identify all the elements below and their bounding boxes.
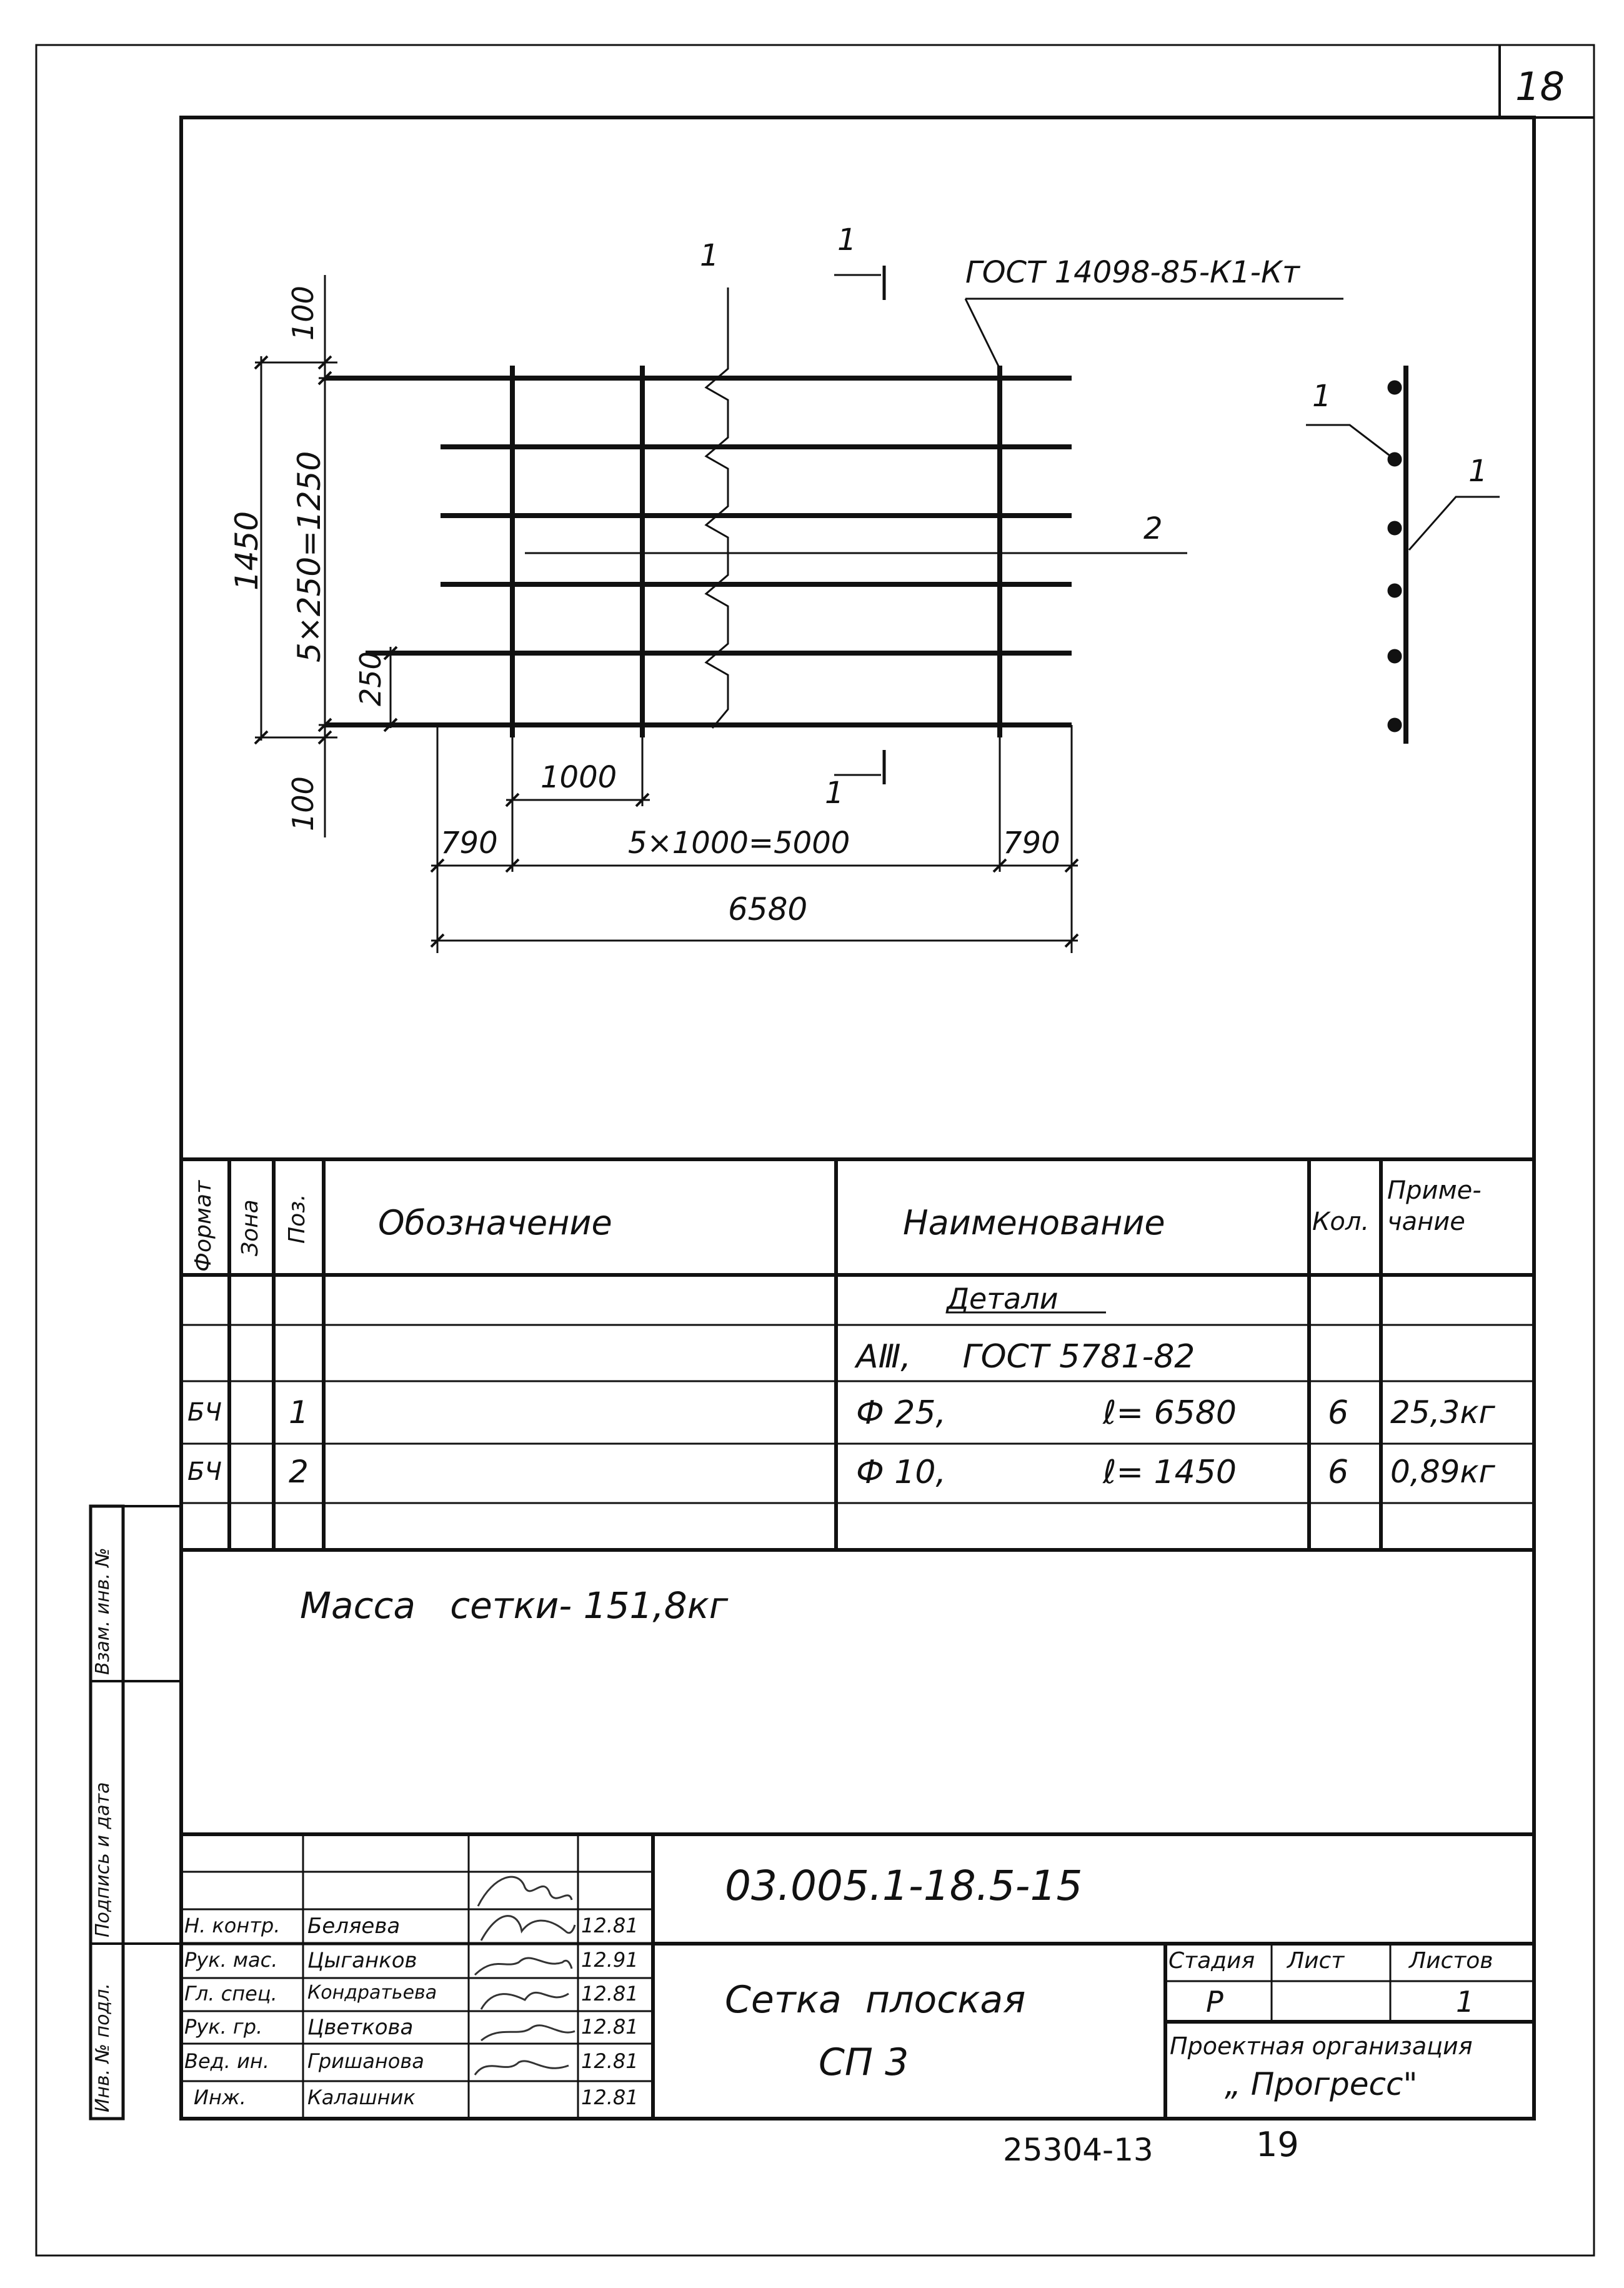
signature <box>475 1958 572 1975</box>
row1-name-left: Ф 25, <box>856 1394 946 1432</box>
row2-name-left: Ф 10, <box>856 1454 946 1491</box>
row2-name-right: ℓ= 1450 <box>1103 1454 1237 1491</box>
header-qty: Кол. <box>1312 1207 1370 1236</box>
dim-100-top: 100 <box>286 286 320 341</box>
leader-1-label: 1 <box>700 238 719 273</box>
sig-role: Вед. ин. <box>184 2049 269 2073</box>
dim-790-left: 790 <box>441 826 498 861</box>
sig-date: 12.91 <box>581 1948 639 1972</box>
section-dot <box>1388 521 1402 535</box>
break-line <box>706 287 728 728</box>
side-podpis-data: Подпись и дата <box>92 1782 114 1937</box>
sig-date: 12.81 <box>581 1982 639 2006</box>
dim-6580: 6580 <box>728 891 808 927</box>
title-line1: Сетка плоская <box>725 1978 1026 2022</box>
row1-qty: 6 <box>1328 1394 1349 1432</box>
archive-number: 25304-13 <box>1003 2132 1153 2168</box>
section-1-1 <box>1306 366 1500 744</box>
header-pos: Поз. <box>284 1194 310 1244</box>
row1-pos: 1 <box>289 1394 309 1431</box>
dim-790-right: 790 <box>1003 826 1060 861</box>
section-leader-2 <box>1409 497 1500 550</box>
section-mark-top: 1 <box>837 222 857 257</box>
sheet-number: 18 <box>1515 64 1565 109</box>
row-material-name: АⅢ, ГОСТ 5781-82 <box>856 1338 1195 1376</box>
dim-5x1000: 5×1000=5000 <box>628 826 850 861</box>
section-dot <box>1388 584 1402 597</box>
inner-frame <box>181 117 1534 2119</box>
side-vzam-inv: Взам. инв. № <box>92 1547 114 1675</box>
sig-name: Кондратьева <box>307 1982 437 2004</box>
sig-role: Н. контр. <box>184 1914 281 1937</box>
signature <box>475 2061 569 2075</box>
sheets-header: Листов <box>1409 1948 1493 1974</box>
row1-format: БЧ <box>187 1398 222 1427</box>
signature <box>481 1916 575 1941</box>
signature <box>481 2026 575 2041</box>
sig-name: Цыганков <box>307 1948 417 1973</box>
row2-format: БЧ <box>187 1457 222 1486</box>
mass-note: Масса сетки- 151,8кг <box>300 1584 729 1627</box>
section-leader-1 <box>1306 425 1395 459</box>
org-line1: Проектная организация <box>1170 2032 1473 2060</box>
handwritten-signatures <box>475 1877 575 2075</box>
side-inv-podl: Инв. № подл. <box>92 1983 114 2112</box>
sig-date: 12.81 <box>581 2015 639 2039</box>
section-leader-1-label: 1 <box>1312 379 1332 414</box>
title-line2: СП 3 <box>819 2041 909 2084</box>
section-leader-2-label: 1 <box>1468 454 1488 489</box>
dim-1450: 1450 <box>229 511 265 591</box>
header-designation: Обозначение <box>378 1203 612 1242</box>
stage-value: Р <box>1206 1985 1223 2019</box>
section-dot <box>1388 718 1402 732</box>
sig-role: Гл. спец. <box>184 1982 277 2006</box>
header-zone: Зона <box>237 1199 263 1256</box>
sheet-header: Лист <box>1287 1948 1345 1974</box>
row1-name-right: ℓ= 6580 <box>1103 1394 1237 1432</box>
stage-header: Стадия <box>1168 1948 1255 1974</box>
sheets-value: 1 <box>1456 1985 1475 2019</box>
signature <box>481 1992 569 2009</box>
signature <box>478 1877 572 1906</box>
leader-gost-label: ГОСТ 14098-85-К1-Кт <box>965 255 1300 290</box>
section-mark-bottom: 1 <box>825 776 844 811</box>
leader-gost-arrow <box>965 299 1000 369</box>
row1-note: 25,3кг <box>1390 1394 1495 1431</box>
sig-date: 12.81 <box>581 1914 639 1937</box>
leader-2-label: 2 <box>1143 511 1163 546</box>
sig-role: Рук. гр. <box>184 2015 263 2039</box>
doc-code: 03.005.1-18.5-15 <box>725 1862 1083 1910</box>
sig-date: 12.81 <box>581 2086 639 2109</box>
dim-250: 250 <box>354 651 387 706</box>
sig-name: Цветкова <box>307 2015 414 2040</box>
dim-1000: 1000 <box>541 760 617 795</box>
section-dot <box>1388 649 1402 663</box>
row-details-name: Детали <box>947 1282 1059 1316</box>
header-name: Наименование <box>903 1203 1165 1242</box>
row2-note: 0,89кг <box>1390 1454 1495 1490</box>
sig-name: Калашник <box>307 2086 416 2109</box>
dim-5x250: 5×250=1250 <box>291 451 327 662</box>
org-line2: „ Прогресс" <box>1225 2066 1418 2102</box>
sig-name: Беляева <box>307 1914 401 1939</box>
row2-qty: 6 <box>1328 1454 1349 1491</box>
sig-date: 12.81 <box>581 2049 639 2073</box>
header-format: Формат <box>191 1180 216 1272</box>
sig-role: Инж. <box>194 2086 246 2109</box>
archive-page: 19 <box>1256 2125 1299 2164</box>
sig-name: Гришанова <box>307 2049 424 2073</box>
sig-role: Рук. мас. <box>184 1948 278 1972</box>
section-dot <box>1388 381 1402 394</box>
row2-pos: 2 <box>289 1454 309 1490</box>
dim-100-bottom: 100 <box>286 776 320 831</box>
header-note: Приме- чание <box>1387 1176 1482 1236</box>
